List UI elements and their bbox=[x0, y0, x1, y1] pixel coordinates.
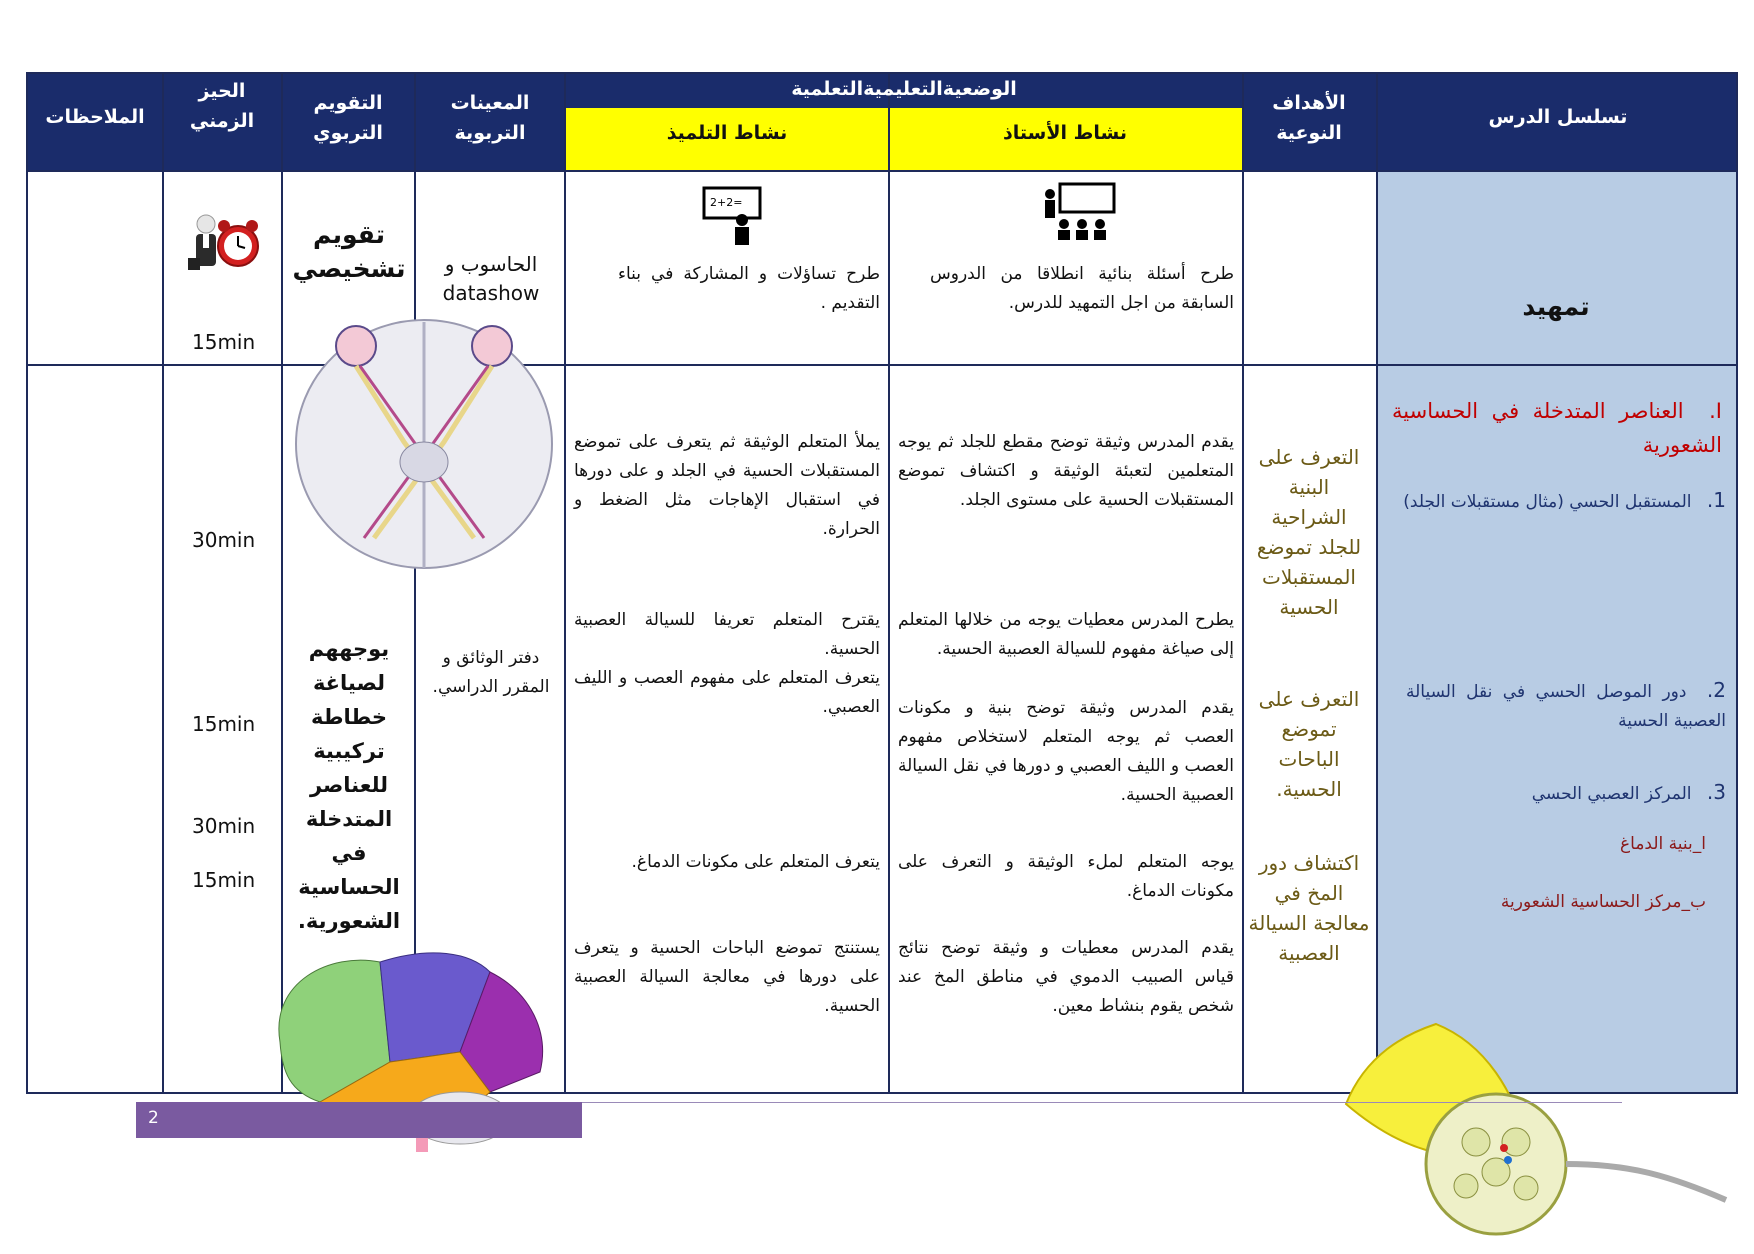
teacher-block-2: يطرح المدرس معطيات يوجه من خلالها المتعلم إلى صياغة مفهوم للسيالة العصبية الحسية. bbox=[898, 610, 1234, 659]
intro-evaluation: تقويم تشخيصي bbox=[292, 220, 406, 283]
student-block-5: يستنتج تموضع الباحات الحسية و يتعرف على دورها في معالجة السيالة العصبية الحسية. bbox=[574, 938, 880, 1016]
header-evaluation: التقويم التربوي bbox=[313, 92, 383, 144]
main-time-4: 15min bbox=[192, 868, 256, 892]
header-objectives: الأهداف النوعية bbox=[1272, 92, 1346, 144]
header-aids: المعينات التربوية bbox=[450, 92, 530, 144]
lesson-item-text: دور الموصل الحسي في نقل السيالة العصبية الحسية bbox=[1406, 682, 1726, 731]
lesson-item-3 bbox=[1406, 778, 1726, 809]
header-learning-situation: الوضعيةالتعليميةالتعلمية bbox=[791, 78, 1017, 100]
lesson-item-number: 1. bbox=[1706, 488, 1726, 512]
intro-lesson: تمهيد bbox=[1522, 292, 1590, 321]
student-block-4: يتعرف المتعلم على مكونات الدماغ. bbox=[631, 852, 880, 872]
teacher-class-icon bbox=[1038, 180, 1120, 244]
intro-teacher-activity: طرح أسئلة بنائية انطلاقا من الدروس السابقة من اجل التمهيد للدرس. bbox=[930, 264, 1234, 313]
main-evaluation: يوجههم لصياغة خطاطة تركيبية للعناصر المتدخلة في الحساسية الشعورية. bbox=[297, 637, 401, 933]
header-student-activity: نشاط التلميذ bbox=[666, 122, 788, 144]
objective-3: اكتشاف دور المخ في معالجة السيالة العصبية bbox=[1248, 851, 1370, 965]
student-block-3: يتعرف المتعلم على مفهوم العصب و الليف العصبي. bbox=[574, 668, 880, 717]
lesson-item-text: المستقبل الحسي (مثال مستقبلات الجلد) bbox=[1403, 492, 1692, 512]
businessman-clock-icon bbox=[178, 208, 268, 282]
lesson-main-title bbox=[1392, 394, 1722, 462]
lesson-item-number: 3. bbox=[1706, 780, 1726, 804]
objective-1: التعرف على البنية الشراحية للجلد تموضع المستقبلات الحسية bbox=[1256, 445, 1362, 619]
footer-line bbox=[582, 1102, 1622, 1103]
student-board-icon bbox=[702, 186, 764, 246]
lesson-main-title-text: العناصر المتدخلة في الحساسية الشعورية bbox=[1392, 399, 1722, 457]
student-block-1: يملأ المتعلم الوثيقة ثم يتعرف على تموضع المستقبلات الحسية في الجلد و على دورها في استقبال الإهاجات مثل الضغط و الحرارة. bbox=[574, 432, 880, 539]
student-block-2: يقترح المتعلم تعريفا للسيالة العصبية الحسية. bbox=[574, 610, 880, 659]
header-teacher-activity: نشاط الأستاذ bbox=[1003, 122, 1127, 144]
intro-student-activity: طرح تساؤلات و المشاركة في بناء التقديم . bbox=[618, 264, 880, 313]
teacher-block-3: يقدم المدرس وثيقة توضح بنية و مكونات العصب ثم يوجه المتعلم لاستخلاص مفهوم العصب و الليف العصبي و دورها في نقل السيالة العصبية الحسية. bbox=[898, 698, 1234, 805]
lesson-main-title-number: I. bbox=[1709, 399, 1722, 423]
footer-bar bbox=[136, 1102, 582, 1138]
lesson-sub-item-2: ب_مركز الحساسية الشعورية bbox=[1500, 892, 1706, 912]
intro-aids: الحاسوب و datashow bbox=[442, 252, 540, 305]
lesson-sub-item-1: ا_بنية الدماغ bbox=[1620, 834, 1706, 854]
intro-time: 15min bbox=[192, 330, 256, 354]
page-number: 2 bbox=[148, 1108, 159, 1128]
nerve-fiber-image bbox=[1326, 1014, 1754, 1254]
main-time-3: 30min bbox=[192, 814, 256, 838]
teacher-block-1: يقدم المدرس وثيقة توضح مقطع للجلد ثم يوجه المتعلمين لتعبئة الوثيقة و اكتشاف تموضع المستقبلات الحسية على مستوى الجلد. bbox=[898, 432, 1234, 510]
brain-visual-pathway-image bbox=[284, 312, 566, 578]
svg-text:2+2=: 2+2= bbox=[710, 196, 743, 209]
header-lesson-sequence: تسلسل الدرس bbox=[1488, 106, 1628, 128]
lesson-plan-table bbox=[26, 72, 1738, 1094]
lesson-item-1 bbox=[1386, 486, 1726, 517]
main-aids: دفتر الوثائق و المقرر الدراسي. bbox=[432, 648, 550, 697]
header-notes: الملاحظات bbox=[45, 106, 145, 128]
main-time-2: 15min bbox=[192, 712, 256, 736]
main-time-1: 30min bbox=[192, 528, 256, 552]
header-time-space: الحيز الزمني bbox=[189, 80, 255, 132]
teacher-block-4: يوجه المتعلم لملء الوثيقة و التعرف على مكونات الدماغ. bbox=[898, 852, 1234, 901]
objective-2: التعرف على تموضع الباحات الحسية. bbox=[1258, 687, 1360, 801]
teacher-block-5: يقدم المدرس معطيات و وثيقة توضح نتائج قياس الصبيب الدموي في مناطق المخ عند شخص يقوم بنشاط معين. bbox=[898, 938, 1234, 1016]
lesson-item-2 bbox=[1406, 676, 1726, 736]
lesson-item-text: المركز العصبي الحسي bbox=[1531, 784, 1692, 804]
lesson-item-number: 2. bbox=[1706, 678, 1726, 702]
